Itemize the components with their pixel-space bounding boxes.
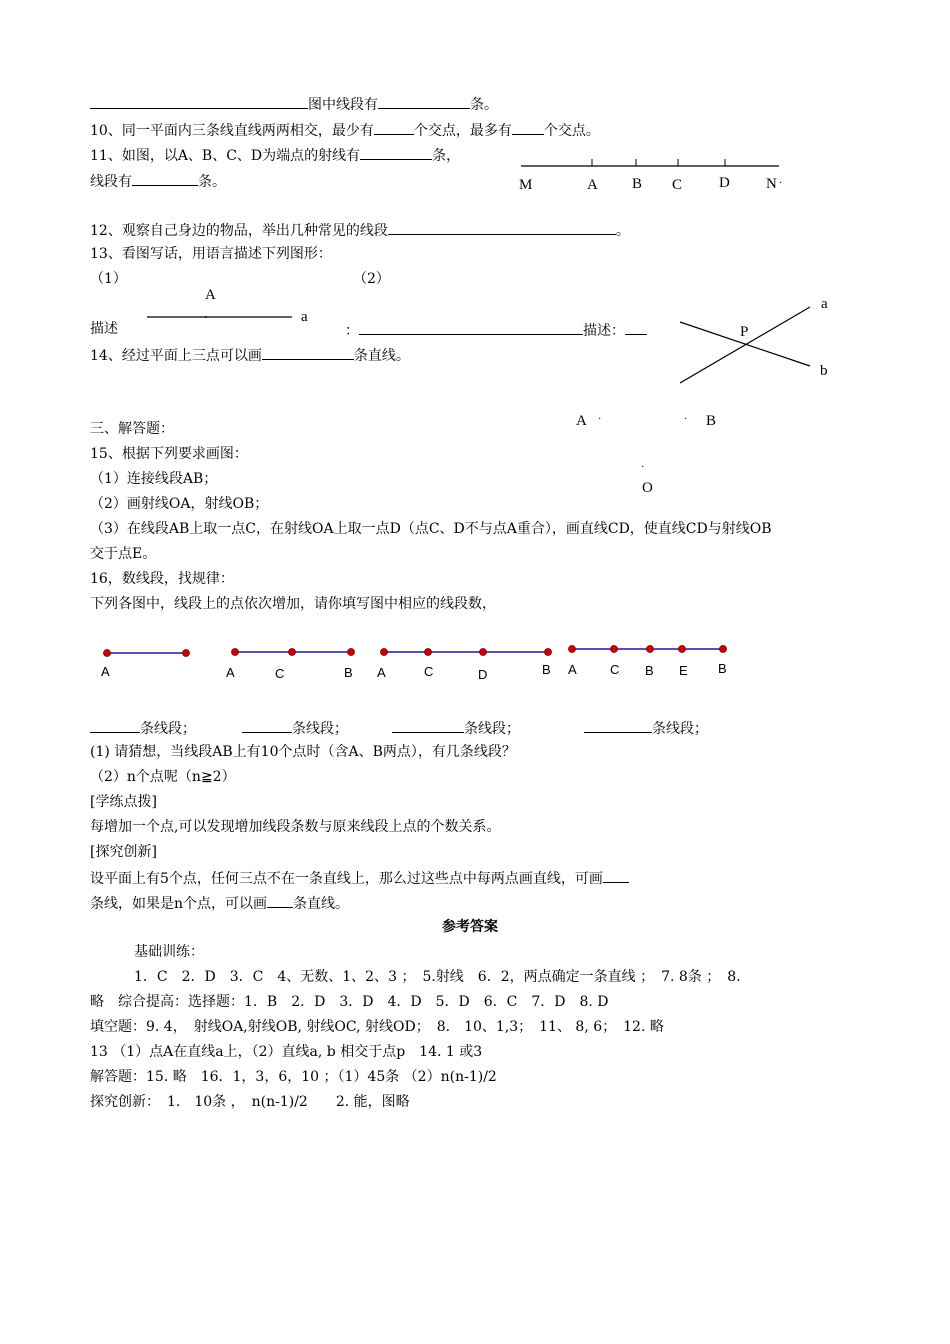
segment-count-1: 条线段； <box>90 718 196 738</box>
explore-heading: [探究创新] <box>90 844 157 860</box>
answers-1: 基础训练： <box>134 944 204 960</box>
segment-point <box>647 646 654 653</box>
answers-6: 解答题：15. 略 16．1，3，6，10 ；（1）45条 （2）n(n-1)/2 <box>90 1069 497 1085</box>
fig16-3-label-A: A <box>377 665 386 680</box>
fig16-4-label-B2: B <box>718 661 727 676</box>
segment-count-3: 条线段； <box>392 718 520 738</box>
segment-point <box>348 649 355 656</box>
fig13-label-P: P <box>740 324 749 340</box>
question-13-part1: （1） <box>90 271 127 287</box>
label-B: B <box>632 176 643 192</box>
answer-blank[interactable] <box>242 718 292 733</box>
label-A: A <box>587 177 598 193</box>
fig15-point-B: · <box>684 414 688 425</box>
fig16-segment-1 <box>104 650 190 657</box>
answers-title: 参考答案 <box>442 919 498 935</box>
fig15-label-A: A <box>576 413 587 429</box>
segment-count-2: 条线段； <box>242 718 348 738</box>
fig16-segment-4 <box>569 646 727 653</box>
fig16-2-label-C: C <box>275 666 285 681</box>
question-15-1: （1）连接线段AB； <box>90 471 218 487</box>
segment-point <box>611 646 618 653</box>
section-3-title: 三、解答题： <box>90 421 174 437</box>
tip-text: 每增加一个点,可以发现增加线段条数与原来线段上点的个数关系。 <box>90 819 501 835</box>
question-15-4: 交于点E。 <box>90 546 157 562</box>
question-11: 11、如图，以A、B、C、D为端点的射线有 条， <box>90 145 460 165</box>
label-N-dot: · <box>779 178 783 189</box>
segment-point <box>425 649 432 656</box>
blank-line-1: 图中线段有 条。 <box>90 94 498 114</box>
explore-line-1: 设平面上有5个点，任何三点不在一条直线上，那么过这些点中每两点画直线，可画 <box>90 868 629 888</box>
segment-point <box>183 650 190 657</box>
segment-point <box>381 649 388 656</box>
question-13-describe2: ： 描述： <box>345 320 647 340</box>
fig15-label-O: O <box>642 480 653 496</box>
answer-blank[interactable] <box>603 868 629 883</box>
segment-count-4: 条线段； <box>584 718 708 738</box>
label-N: N <box>766 176 777 192</box>
fig16-3-label-B: B <box>542 662 551 677</box>
segment-point <box>545 649 552 656</box>
question-13: 13、看图写话，用语言描述下列图形： <box>90 246 332 262</box>
explore-line-2: 条线，如果是n个点，可以画 条直线。 <box>90 893 349 913</box>
question-16-desc: 下列各图中，线段上的点依次增加，请你填写图中相应的线段数， <box>90 596 496 612</box>
label-D: D <box>719 175 730 191</box>
question-13-describe: 描述 <box>90 321 118 337</box>
fig13-label-b: b <box>820 363 828 379</box>
question-16: 16，数线段，找规律： <box>90 571 234 587</box>
fig16-2-label-A: A <box>226 665 235 680</box>
tip-heading: [学练点拨] <box>90 794 157 810</box>
question-15: 15、根据下列要求画图： <box>90 446 248 462</box>
segment-point <box>480 649 487 656</box>
answers-3: 略 综合提高：选择题：1．B 2．D 3．D 4．D 5．D 6．C 7．D 8. D <box>90 994 609 1010</box>
answers-2: 1．C 2．D 3．C 4、无数、1、2、3 ； 5.射线 6．2，两点确定一条直线 ； 7. 8条 ； 8. <box>134 969 741 985</box>
question-12: 12、观察自己身边的物品，举出几种常见的线段 。 <box>90 220 630 240</box>
segment-point <box>232 649 239 656</box>
answer-blank[interactable] <box>392 718 464 733</box>
question-15-2: （2）画射线OA，射线OB； <box>90 496 269 512</box>
fig16-3-label-D: D <box>478 667 488 682</box>
fig15-point-O: · <box>641 462 645 473</box>
segment-point <box>720 646 727 653</box>
fig15-label-B: B <box>706 413 717 429</box>
fig16-3-label-C: C <box>424 664 434 679</box>
answer-blank[interactable] <box>584 718 652 733</box>
segment-point <box>104 650 111 657</box>
question-16-1: (1) 请猜想，当线段AB上有10个点时（含A、B两点），有几条线段？ <box>90 744 516 760</box>
question-14: 14、经过平面上三点可以画 条直线。 <box>90 345 410 365</box>
fig15-point-A: · <box>598 414 602 425</box>
segment-point <box>569 646 576 653</box>
question-15-3: （3）在线段AB上取一点C，在射线OA上取一点D（点C、D不与点A重合），画直线CD，使直线CD与射线OB <box>90 521 772 537</box>
answers-4: 填空题：9. 4， 射线OA,射线OB, 射线OC, 射线OD； 8. 10、1,3； 11、 8, 6； 12. 略 <box>90 1019 664 1035</box>
fig16-1-label-A: A <box>101 664 110 679</box>
fig16-4-label-B: B <box>645 663 654 678</box>
answers-7: 探究创新： 1. 10条 ， n(n-1)/2 2. 能，图略 <box>90 1094 410 1110</box>
fig13-label-a2: a <box>821 296 828 312</box>
fig16-4-label-C: C <box>610 662 620 677</box>
fig16-segment-3 <box>381 649 552 656</box>
label-M: M <box>519 177 533 193</box>
segment-point <box>679 646 686 653</box>
fig13-label-A: A <box>205 287 216 303</box>
question-10: 10、同一平面内三条线直线两两相交，最少有 个交点，最多有 个交点。 <box>90 120 600 140</box>
label-C: C <box>672 177 683 193</box>
fig16-4-label-A: A <box>568 662 577 677</box>
question-16-2: （2）n个点呢（n≧2） <box>90 769 236 785</box>
segment-point <box>289 649 296 656</box>
fig16-2-label-B: B <box>344 665 353 680</box>
answers-5: 13 （1）点A在直线a上，（2）直线a, b 相交于点p 14. 1 或3 <box>90 1044 483 1060</box>
fig16-segment-2 <box>232 649 355 656</box>
fig16-4-label-E: E <box>679 663 688 678</box>
answer-blank[interactable] <box>90 718 140 733</box>
question-13-part2: （2） <box>353 271 390 287</box>
fig13-label-a: a <box>301 309 308 325</box>
answer-blank[interactable] <box>267 893 293 908</box>
question-11-line2: 线段有 条。 <box>90 171 226 191</box>
